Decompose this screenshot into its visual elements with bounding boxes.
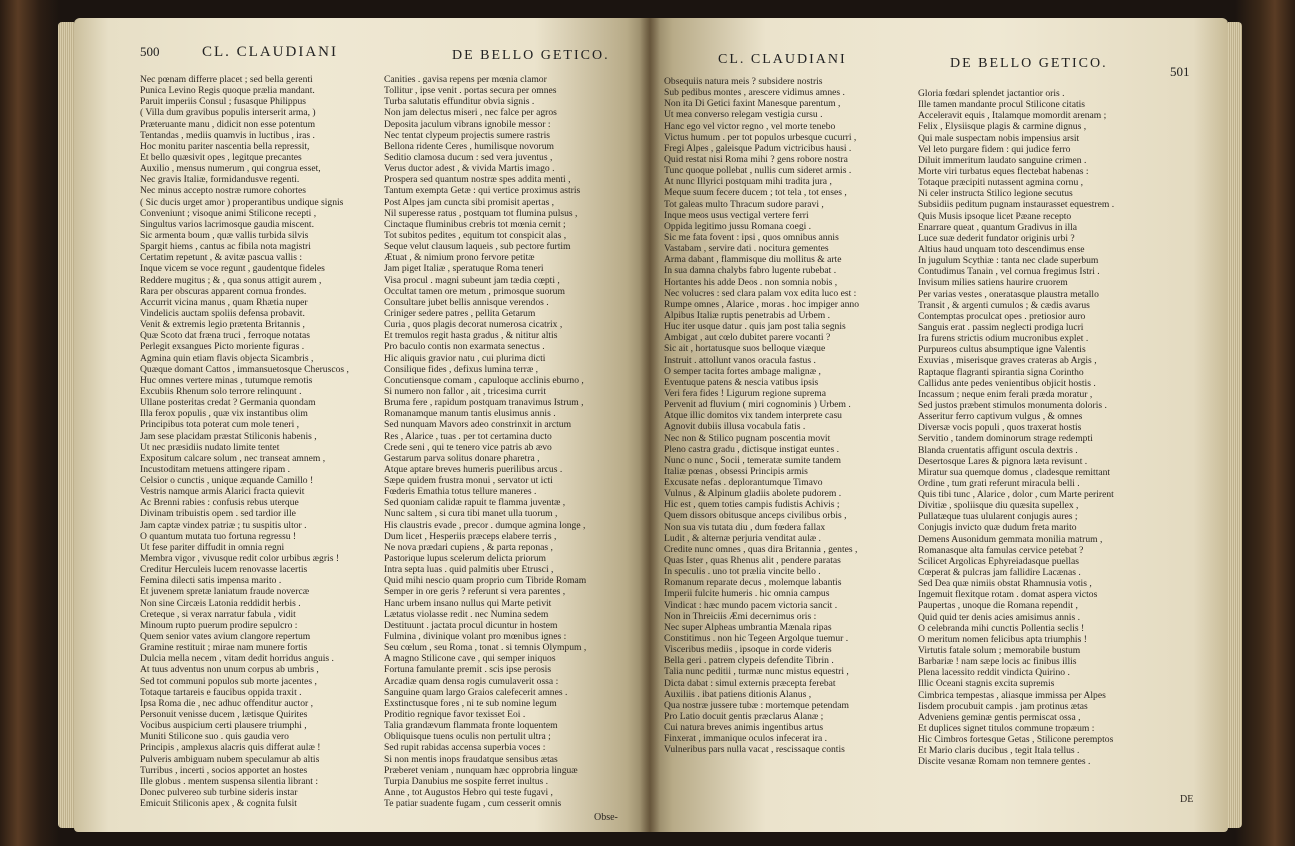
verse-line: Morte viri turbatus eques flectebat habenas : (918, 165, 1089, 177)
verse-line: Conveniunt ; visoque animi Stilicone recepti , (140, 207, 317, 219)
verse-line: Romanasque alta famulas cervice petebat ? (918, 544, 1084, 556)
verse-line: Callidus ante pedes venientibus objicit hostis . (918, 377, 1096, 389)
verse-line: Muniti Stilicone suo . quis gaudia vero (140, 731, 289, 743)
verse-line: Accurrit vicina manus , quam Rhætia nuper (140, 296, 308, 308)
verse-line: Instruit . attollunt vanos oracula fastus . (664, 354, 816, 366)
verse-line: Invisum milies satiens haurire cruorem (918, 277, 1068, 289)
verse-line: Cimbrica tempestas , aliasque immissa per Alpes (918, 689, 1106, 701)
verse-line: Divitiæ , spoliisque diu quæsita supellex , (918, 500, 1079, 512)
verse-line: Altius haud unquam toto descendimus ense (918, 243, 1085, 255)
verse-line: O meritum nomen felicibus apta triumphis ! (918, 633, 1087, 645)
verse-line: Ne nova prædari cupiens , & parta reponas , (384, 541, 553, 553)
verse-line: Romanum reparate decus , molemque labantis (664, 577, 842, 589)
verse-line: Dum licet , Hesperiis præceps elabere terris , (384, 530, 557, 542)
verse-line: Totaque tartareis e faucibus oppida traxit . (140, 686, 302, 698)
verse-line: Talia grandævum flammata fronte loquentem (384, 720, 558, 732)
verse-line: Sic armenta boum , quæ vallis turbida silvis (140, 229, 309, 241)
verse-line: Bruma fere , rapidum postquam tranavimus Istrum , (384, 397, 584, 409)
verse-line: Totaque præcipiti nutassent agmina cornu , (918, 177, 1084, 189)
verse-line: Visa procul . magni subeunt jam tædia cœpti , (384, 274, 560, 286)
verse-line: Quem senior vates avium clangore repertum (140, 631, 311, 643)
verse-line: Post Alpes jam cuncta sibi promisit apertas , (384, 196, 554, 208)
verse-line: Rumpe omnes , Alarice , moras . hoc impiger anno (664, 298, 860, 310)
verse-line: Quis Musis ipsoque licet Pæane recepto (918, 210, 1072, 222)
verse-line: Nec gravis Italiæ, formidandusve regenti. (140, 174, 300, 186)
verse-line: Celsior o cunctis , unique æquande Camillo ! (140, 475, 314, 487)
verse-line: ( Villa dum gravibus populis interserit arma, ) (140, 107, 316, 119)
verse-line: Credite nunc omnes , quas dira Britannia , gentes , (664, 543, 858, 555)
verse-line: Membra vigor , vivusque redit color urbibus ægris ! (140, 553, 340, 565)
verse-line: Et bello quæsivit opes , legitque precantes (140, 151, 302, 163)
verse-line: Quem dissors obitusque anceps civilibus orbis , (664, 510, 847, 522)
verse-line: Talia nunc peditii , turmæ nunc mistus equestri , (664, 666, 849, 678)
verse-line: Finxerat , immanique oculos infecerat ira . (664, 733, 828, 745)
right-page-edges (1228, 22, 1242, 828)
verse-line: Gloria fœdari splendet jactantior oris . (918, 88, 1065, 99)
verse-line: Hic est , quem toties campis fudistis Achivis ; (664, 499, 840, 511)
verse-line: Jam sese placidam præstat Stiliconis habenis , (140, 430, 317, 442)
verse-line: Rara per obscuras apparent cornua frondes. (140, 285, 307, 297)
verse-line: Sanguine quam largo Graios calefecerit amnes . (384, 686, 568, 698)
verse-line: Pro baculo contis non exarmata senectus . (384, 341, 545, 353)
verse-line: Raptaque flagranti spirantia signa Corintho (918, 366, 1084, 378)
verse-line: Spargit hiems , cantus ac fibila nota magistri (140, 241, 311, 253)
left-page-number: 500 (140, 44, 160, 59)
verse-line: Tentandas , mediis quamvis in luctibus , iras . (140, 129, 315, 141)
verse-line: Nil superesse ratus , postquam tot flumina pulsus , (384, 207, 578, 219)
verse-line: Lætatus violasse redit . nec Numina sedem (384, 608, 549, 620)
verse-line: Criniger sedere patres , pellita Getarum (384, 307, 536, 319)
left-page-catchword: Obse- (594, 812, 618, 823)
verse-line: Tot subitos pedites , equitum tot conspicit alas , (384, 229, 567, 241)
left-header-title: DE BELLO GETICO. (452, 48, 610, 63)
verse-line: Ille globus . mentem suspensa silentia librant : (140, 775, 318, 787)
verse-line: Quis tibi tunc , Alarice , dolor , cum Marte perirent (918, 489, 1114, 501)
verse-line: Visceribus mediis , ipsoque in corde videris (664, 644, 832, 656)
verse-line: Italiæ pœnas , obsessi Principis armis (664, 465, 808, 477)
right-header-title: DE BELLO GETICO. (950, 56, 1108, 71)
verse-line: Turribus , incerti , socios apportet an hostes (140, 764, 308, 776)
verse-line: Huc iter usque datur . quis jam post talia segnis (664, 321, 846, 333)
verse-line: Sed rupit rabidas accensa superbia voces : (384, 742, 546, 754)
verse-line: Vulnus , & Alpinum gladiis abolete pudorem . (664, 488, 842, 500)
verse-line: Pulveris ambiguam nubem speculamur ab altis (140, 753, 320, 765)
verse-line: Divinam tribuistis opem . sed tardior ille (140, 508, 296, 520)
verse-line: Pastorique lupus scelerum delicta priorum (384, 553, 546, 565)
verse-line: Barbariæ ! nam sæpe locis ac finibus illis (918, 656, 1077, 668)
verse-line: Discite vesanæ Romam non temnere gentes . (918, 756, 1091, 768)
verse-line: Atque aptare breves humeris puerilibus arcus . (384, 463, 563, 475)
verse-line: Ni celer instructa Stilico legione secutus (918, 188, 1073, 200)
verse-line: In speculis . uno tot prælia vincite bello . (664, 566, 821, 578)
verse-line: Ingemuit flexitque rotam . domat aspera victos (918, 589, 1098, 601)
verse-line: Hanc urbem insano nullus qui Marte petivit (384, 597, 552, 609)
verse-line: Enarrare queat , quantum Gradivus in illa (918, 221, 1078, 233)
left-page-column-2 (384, 74, 586, 809)
verse-line: Sic me fata fovent : ipsi , quos omnibus annis (664, 231, 839, 243)
verse-line: Illic Oceani stagnis excita supremis (918, 678, 1055, 690)
verse-line: Ut fese pariter diffudit in omnia regni (140, 541, 285, 553)
right-header-author: CL. CLAUDIANI (718, 52, 847, 67)
verse-line: Donec pulvereo sub turbine sideris instar (140, 787, 298, 798)
verse-line: Paruit imperiis Consul ; fusasque Philippus (140, 96, 307, 108)
verse-line: Et tremulos regit hasta gradus , & nititur altis (384, 330, 558, 342)
verse-line: Et juvenem spretæ laniatum fraude novercæ (140, 586, 310, 598)
verse-line: Seditio clamosa ducum : sed vera juventus , (384, 151, 553, 163)
verse-line: Pervenit ad fluvium ( miri cognominis ) Urbem . (664, 399, 851, 411)
verse-line: Non ita Di Getici faxint Manesque parentum , (664, 98, 841, 110)
left-header-author: CL. CLAUDIANI (202, 44, 338, 60)
verse-line: Creteque , si verax narratur fabula , vidit (140, 608, 296, 620)
verse-line: A magno Stilicone cave , qui semper iniquos (384, 653, 556, 665)
verse-line: Venit & extremis legio prætenta Britannis , (140, 319, 305, 331)
verse-line: Per varias vestes , oneratasque plaustra metallo (918, 288, 1099, 300)
verse-line: Vulneribus pars nulla vacat , rescissaque contis (664, 744, 845, 756)
verse-line: Exstinctusque fores , ni te sub nomine legum (384, 697, 557, 709)
verse-line: Servitio , tandem dominorum strage redempti (918, 433, 1093, 445)
verse-line: Sed Dea quæ nimiis obstat Rhamnusia votis , (918, 578, 1092, 590)
verse-line: Felix , Elysiisque plagis & carmine dignus , (918, 121, 1087, 133)
verse-line: O quantum mutata tuo fortuna regressu ! (140, 530, 297, 542)
verse-line: Præberet veniam , nunquam hæc opprobria linguæ (384, 764, 578, 776)
verse-line: Te patiar suadente fugam , cum cesserit omnis (384, 798, 562, 810)
verse-line: Ille tamen mandante procul Stilicone citatis (918, 99, 1086, 111)
verse-line: Exuvias , miserisque graves crateras ab Argis , (918, 355, 1097, 367)
verse-line: Vestris namque armis Alarici fracta quievit (140, 486, 305, 498)
verse-line: Sed justos præbent stimulos monumenta doloris . (918, 399, 1107, 411)
verse-line: Crede seni , qui te tenero vice patris ab ævo (384, 441, 552, 453)
verse-line: Quid quid ter denis acies amisimus annis . (918, 611, 1081, 623)
left-page-edges (58, 22, 74, 828)
right-page-number: 501 (1170, 64, 1190, 79)
verse-line: Nec volucres : sed clara palam vox edita luco est : (664, 287, 857, 299)
verse-line: Nec tentat clypeum projectis sumere rastris (384, 129, 550, 141)
verse-line: Romanamque manum tantis elusimus annis . (384, 408, 556, 420)
verse-line: Nec pœnam differre placet ; sed bella gerenti (140, 74, 313, 85)
verse-line: Seque velut clausum laqueis , sub pectore furtim (384, 241, 571, 253)
verse-line: Nec minus accepto nostræ rumore cohortes (140, 185, 306, 197)
verse-line: O celebranda mihi cunctis Pollentia seclis ! (918, 622, 1085, 634)
verse-line: Plena lacessito reddit vindicta Quirino . (918, 667, 1070, 679)
verse-line: Illa ferox populis , quæ vix instantibus olim (140, 408, 308, 420)
verse-line: Ambigat , aut cœlo dubitet parere vocanti ? (664, 332, 831, 344)
verse-line: Creditur Herculeis lucem renovasse lacertis (140, 564, 308, 576)
verse-line: Si non mentis inops fraudatque sensibus ætas (384, 753, 558, 765)
verse-line: Huc omnes vertere minas , tutumque remotis (140, 374, 313, 386)
verse-line: Semper in ore geris ? referunt si vera parentes , (384, 586, 566, 598)
verse-line: Adveniens geminæ gentis permiscat ossa , (918, 711, 1081, 723)
verse-line: Ludit , & alternæ perjuria venditat aulæ . (664, 532, 821, 544)
verse-line: Purpureos cultus absumptique igne Valentis (918, 344, 1086, 356)
verse-line: Principis , amplexus alacris quis differat aulæ ! (140, 742, 321, 754)
verse-line: Bellona ridente Ceres , humilisque novorum (384, 140, 554, 152)
verse-line: Excubiis Rhenum solo terrore relinquunt . (140, 385, 302, 397)
verse-line: Ordine , tum grati referunt miracula belli . (918, 477, 1080, 489)
verse-line: Et duplices signet titulos commune tropæum : (918, 723, 1095, 735)
verse-line: Inque vicem se voce regunt , gaudentque fideles (140, 263, 325, 275)
verse-line: Jam piget Italiæ , speratuque Roma teneri (384, 263, 544, 275)
verse-line: Ut nec præsidiis nudato limite tentet (140, 441, 280, 453)
verse-line: Iisdem procubuit campis . jam protinus ætas (918, 700, 1088, 712)
verse-line: Sed nunquam Mavors adeo constrinxit in arctum (384, 419, 572, 431)
verse-line: Subsidiis peditum pugnam instaurasset equestrem . (918, 199, 1115, 211)
verse-line: Perlegit exsangues Picto moriente figuras . (140, 341, 305, 353)
verse-line: Blanda cruentatis affigunt oscula dextris . (918, 444, 1078, 456)
verse-line: Quid mihi nescio quam proprio cum Tibride Romam (384, 575, 587, 587)
verse-line: Sed quoniam calidæ rapuit te flamma juventæ , (384, 497, 566, 509)
verse-line: Reddere mugitus ; & , qua sonus attigit aurem , (140, 274, 322, 286)
verse-line: Fulmina , divinique volant pro mœnibus ignes : (384, 631, 567, 643)
verse-line: Demens Ausonidum gemmata monilia matrum , (918, 533, 1103, 545)
verse-line: Eventuque patens & nescia vatibus ipsis (664, 376, 819, 388)
verse-line: Non sua vis tutata diu , dum fœdera fallax (664, 521, 826, 533)
verse-line: Quas Ister , quas Rhenus alit , pendere paratas (664, 555, 841, 567)
verse-line: Cinctaque fluminibus crebris tot mœnia cernit ; (384, 218, 566, 230)
verse-line: Hortantes his adde Deos . non somnia nobis , (664, 276, 838, 288)
verse-line: Contemptas proculcat opes . pretiosior auro (918, 310, 1086, 322)
verse-line: Obsequiis natura meis ? subsidere nostris (664, 76, 823, 87)
verse-line: Minoum rupto puerum prodire sepulcro : (140, 619, 298, 631)
verse-line: Meque suum fecere ducem ; tot tela , tot enses , (664, 187, 847, 199)
verse-line: Excusate nefas . deplorantumque Timavo (664, 477, 823, 489)
right-page-catchword: DE (1180, 794, 1194, 805)
book-gutter (640, 18, 660, 832)
verse-line: Nec super Alpheas umbrantia Mænala ripas (664, 621, 832, 633)
verse-line: Arcadiæ quam densa rogis cumulaverit ossa : (384, 675, 559, 687)
verse-line: Quæ Scoto dat fræna truci , ferroque notatas (140, 330, 310, 342)
verse-line: Certatim repetunt , & avitæ pascua vallis : (140, 252, 302, 264)
verse-line: Contudimus Tanain , vel cornua fregimus Istri . (918, 266, 1100, 278)
verse-line: Curia , quos plagis decorat numerosa cicatrix , (384, 319, 563, 331)
verse-line: Diversæ vocis populi , quos traxerat hostis (918, 422, 1082, 434)
verse-line: Si numero non fallor , ait , tricesima currit (384, 385, 546, 397)
verse-line: Fortuna famulante premit . scis ipse perosis (384, 664, 552, 676)
verse-line: Desertosque Lares & pignora læta revisunt . (918, 455, 1088, 467)
verse-line: Non in Threiciis Æmi decernimus oris : (664, 610, 817, 622)
verse-line: Femina dilecti satis impensa marito . (140, 575, 282, 587)
verse-line: Expositum calcare solum , nec transeat amnem , (140, 452, 326, 464)
verse-line: Miratur sua quemque domus , cladesque remittant (918, 466, 1111, 478)
verse-line: Ac Brenni rabies : confusis rebus uterque (140, 497, 299, 509)
verse-line: Sic ait , hortatusque suos belloque viæque (664, 343, 826, 355)
verse-line: Oppida legitimo jussu Romana coegi . (664, 220, 812, 232)
verse-line: Dicta dabat : simul externis præcepta ferebat (664, 677, 836, 689)
right-page-column-1 (664, 76, 859, 756)
verse-line: Turpia Danubius me sospite ferret inultus . (384, 775, 549, 787)
verse-line: Arma dabant , flammisque diu mollitus & arte (664, 254, 842, 266)
verse-line: Emicuit Stiliconis apex , & cognita fulsit (140, 798, 297, 810)
verse-line: Canities . gavisa repens per mœnia clamor (384, 74, 547, 85)
verse-line: Dulcia mella necem , vitam dedit horridus anguis . (140, 653, 334, 665)
verse-line: Alpibus Italiæ ruptis penetrabis ad Urbem . (664, 309, 830, 321)
verse-line: Jam captæ vindex patriæ ; tu suspitis ultor . (140, 519, 307, 531)
verse-line: Ira furens strictis odium mucronibus explet . (918, 333, 1089, 345)
verse-line: Agmina quin etiam flavis objecta Sicambris , (140, 352, 314, 364)
verse-line: Vastabam , servire dati . nocitura gementes (664, 243, 829, 255)
verse-line: Auxiliis . ibat patiens ditionis Alanus , (664, 688, 812, 700)
verse-line: ( Sic ducis urget amor ) properantibus undique signis (140, 196, 344, 208)
verse-line: Cui natura breves animis ingentibus artus (664, 722, 824, 734)
verse-line: Principibus tota poterat cum mole teneri , (140, 419, 300, 431)
verse-line: Præteruante manu , didicit non esse potentum (140, 118, 316, 130)
verse-line: Inque meos usus vectigal vertere ferri (664, 209, 809, 221)
verse-line: Hic aliquis gravior natu , cui plurima dicti (384, 352, 546, 364)
verse-line: Concutiensque comam , capuloque acclinis eburno , (384, 374, 584, 386)
verse-line: Quæque domant Cattos , immansuetosque Cheruscos , (140, 363, 349, 375)
verse-line: At tuus adventus non unum corpus ab umbris , (140, 664, 319, 676)
verse-line: Tot galeas multo Thracum sudore paravi , (664, 198, 824, 210)
verse-line: O semper tacita fortes ambage malignæ , (664, 365, 821, 377)
verse-line: Hic Cimbros fortesque Getas , Stilicone peremptos (918, 734, 1114, 746)
verse-line: Anne , tot Augustos Hebro qui teste fugavi , (384, 787, 553, 798)
verse-line: Vindicat : hæc mundo pacem victoria sancit . (664, 599, 838, 611)
verse-line: Sæpe quidem frustra monui , servator ut icti (384, 475, 553, 487)
verse-line: Acceleravit equis , Italamque momordit arenam ; (918, 110, 1107, 122)
verse-line: Prospera sed quantum nostræ spes addita menti , (384, 174, 571, 186)
verse-line: Et Mario claris ducibus , tegit Itala tellus . (918, 745, 1080, 757)
verse-line: Tantum exempta Getæ : qui vertice proximus astris (384, 185, 581, 197)
verse-line: Conjugis invicto quæ dudum freta marito (918, 522, 1077, 534)
verse-line: Asseritur ferro captivum vulgus , & omnes (918, 411, 1083, 423)
verse-line: Tollitur , ipse venit . portas secura per omnes (384, 85, 557, 97)
verse-line: Constitimus . non hic Tegeen Argolque tuemur . (664, 633, 849, 645)
verse-line: Victus humum . per tot populos urbesque cucurri , (664, 131, 857, 143)
verse-line: Fœderis Emathia totus tellure maneres . (384, 486, 537, 498)
verse-line: Hoc monitu pariter nascentia bella repressit, (140, 140, 310, 152)
verse-line: Veri fera fides ! Ligurum regione suprema (664, 387, 826, 399)
verse-line: In sua damna chalybs fabro lugente rubebat . (664, 265, 837, 277)
verse-line: Punica Levino Regis quoque prælia mandant. (140, 85, 315, 97)
verse-line: Sanguis erat . passim neglecti prodiga lucri (918, 321, 1084, 333)
verse-line: Diluit immeritum laudato sanguine crimen . (918, 154, 1087, 166)
verse-line: Singultus varios lacrimosque gaudia miscent. (140, 218, 314, 230)
verse-line: Nunc o nunc , Socii , temeratæ sumite tandem (664, 454, 841, 466)
verse-line: Auxilio , mensus numerum , qui congrua esset, (140, 163, 321, 175)
left-page (74, 18, 650, 832)
verse-line: Gramine restituit ; mirae nam munere fortis (140, 642, 308, 654)
verse-line: Qui male suspectam nobis impensius arsit (918, 132, 1080, 144)
verse-line: Vel leto purgare fidem : qui judice ferro (918, 143, 1071, 155)
verse-line: Non jam delectus miseri , nec falce per agros (384, 107, 557, 119)
verse-line: Pleno castra gradu , dictisque instigat euntes . (664, 443, 840, 455)
verse-line: At nunc Illyrici postquam mihi tradita jura , (664, 176, 832, 188)
verse-line: Consultare jubet bellis annisque verendos . (384, 296, 549, 308)
verse-line: Verus ductor adest , & vivida Martis imago . (384, 163, 555, 175)
verse-line: Cœperat & pulcras jam fallidire Lacænas . (918, 567, 1081, 579)
verse-line: Qua nostræ jussere tubæ : mortemque petendam (664, 699, 849, 711)
verse-line: Occultat tamen ore metum , primosque suorum (384, 285, 565, 297)
verse-line: In jugulum Scythiæ : tanta nec clade superbum (918, 255, 1099, 267)
verse-line: Hanc ego vel victor regno , vel morte tenebo (664, 120, 836, 132)
verse-line: Scilicet Argolicas Ephyreiadasque puellas (918, 555, 1080, 567)
verse-line: Ætuat , & nimium prono fervore petitæ (384, 252, 535, 264)
verse-line: Nec non & Stilico pugnam poscentia movit (664, 432, 831, 444)
verse-line: Transit , & argenti cumulos ; & cædis avarus (918, 299, 1090, 311)
verse-line: Destituunt . jactata procul dicuntur in hostem (384, 619, 558, 631)
verse-line: Turba salutatis effunditur obvia signis . (384, 96, 535, 108)
verse-line: Pro Latio docuit gentis præclarus Alanæ ; (664, 711, 824, 723)
verse-line: Obliquisque tuens oculis non pertulit ultra ; (384, 731, 551, 743)
verse-line: Res , Alarice , tuas . per tot certamina ducto (384, 430, 552, 442)
verse-line: Sed tot communi populos sub morte jacentes , (140, 675, 317, 687)
verse-line: Fregi Alpes , galeisque Padum victricibus hausi . (664, 142, 852, 154)
verse-line: Quid restat nisi Roma mihi ? gens robore nostra (664, 153, 848, 165)
right-page (650, 18, 1228, 832)
verse-line: Virtutis fatale solum ; memorabile bustum (918, 645, 1081, 657)
verse-line: Vocibus auspicium certi plausere triumphi , (140, 720, 307, 732)
verse-line: Personuit venisse ducem , lætisque Quirites (140, 709, 308, 721)
verse-line: Nunc saltem , si cura tibi manet ulla tuorum , (384, 508, 558, 520)
verse-line: Sub pedibus montes , arescere vidimus amnes . (664, 87, 845, 99)
verse-line: Proditio regnique favor texisset Eoi . (384, 709, 526, 721)
verse-line: Incustoditam metuens attingere ripam . (140, 463, 290, 475)
verse-line: Pullatæque tuas ulularent conjugis aures ; (918, 511, 1078, 523)
verse-line: Ut mea converso relegam vestigia cursu . (664, 109, 823, 121)
verse-line: Bella geri . patrem clypeis defendite Tibrin . (664, 655, 834, 667)
verse-line: Atque illic domitos vix tandem interprete casu (664, 410, 842, 422)
verse-line: Incassum ; neque enim ferali præda moratur , (918, 388, 1093, 400)
verse-line: Ullane posteritas credat ? Germania quondam (140, 397, 316, 409)
verse-line: His claustris evade , precor . dumque agmina longe , (384, 519, 586, 531)
verse-line: Deposita jaculum vibrans ignobile messor : (384, 118, 551, 130)
verse-line: Paupertas , unoque die Romana rependit , (918, 600, 1078, 612)
verse-line: Gestarum parva solitus donare pharetra , (384, 452, 540, 464)
verse-line: Non sine Circæis Latonia reddidit herbis . (140, 597, 301, 609)
verse-line: Luce suæ dederit fundator originis urbi ? (918, 232, 1075, 244)
left-page-column-1 (140, 74, 349, 809)
verse-line: Imperii fulcite humeris . hic omnia campus (664, 588, 830, 600)
verse-line: Ipsa Roma die , nec adhuc offenditur auctor , (140, 697, 313, 709)
verse-line: Consilique fides , defixus lumina terræ , (384, 363, 539, 375)
verse-line: Agnovit dubiis illusa vocabula fatis . (664, 421, 806, 433)
verse-line: Intra septa luas . quid palmitis uber Etrusci , (384, 564, 554, 576)
verse-line: Tunc quoque pollebat , nullis cum sideret armis . (664, 165, 852, 177)
verse-line: Vindelicis auctam spoliis defensa probavit. (140, 307, 305, 319)
verse-line: Seu cœlum , seu Roma , tonat . si temnis Olympum , (384, 642, 587, 654)
right-page-column-2 (918, 88, 1114, 768)
